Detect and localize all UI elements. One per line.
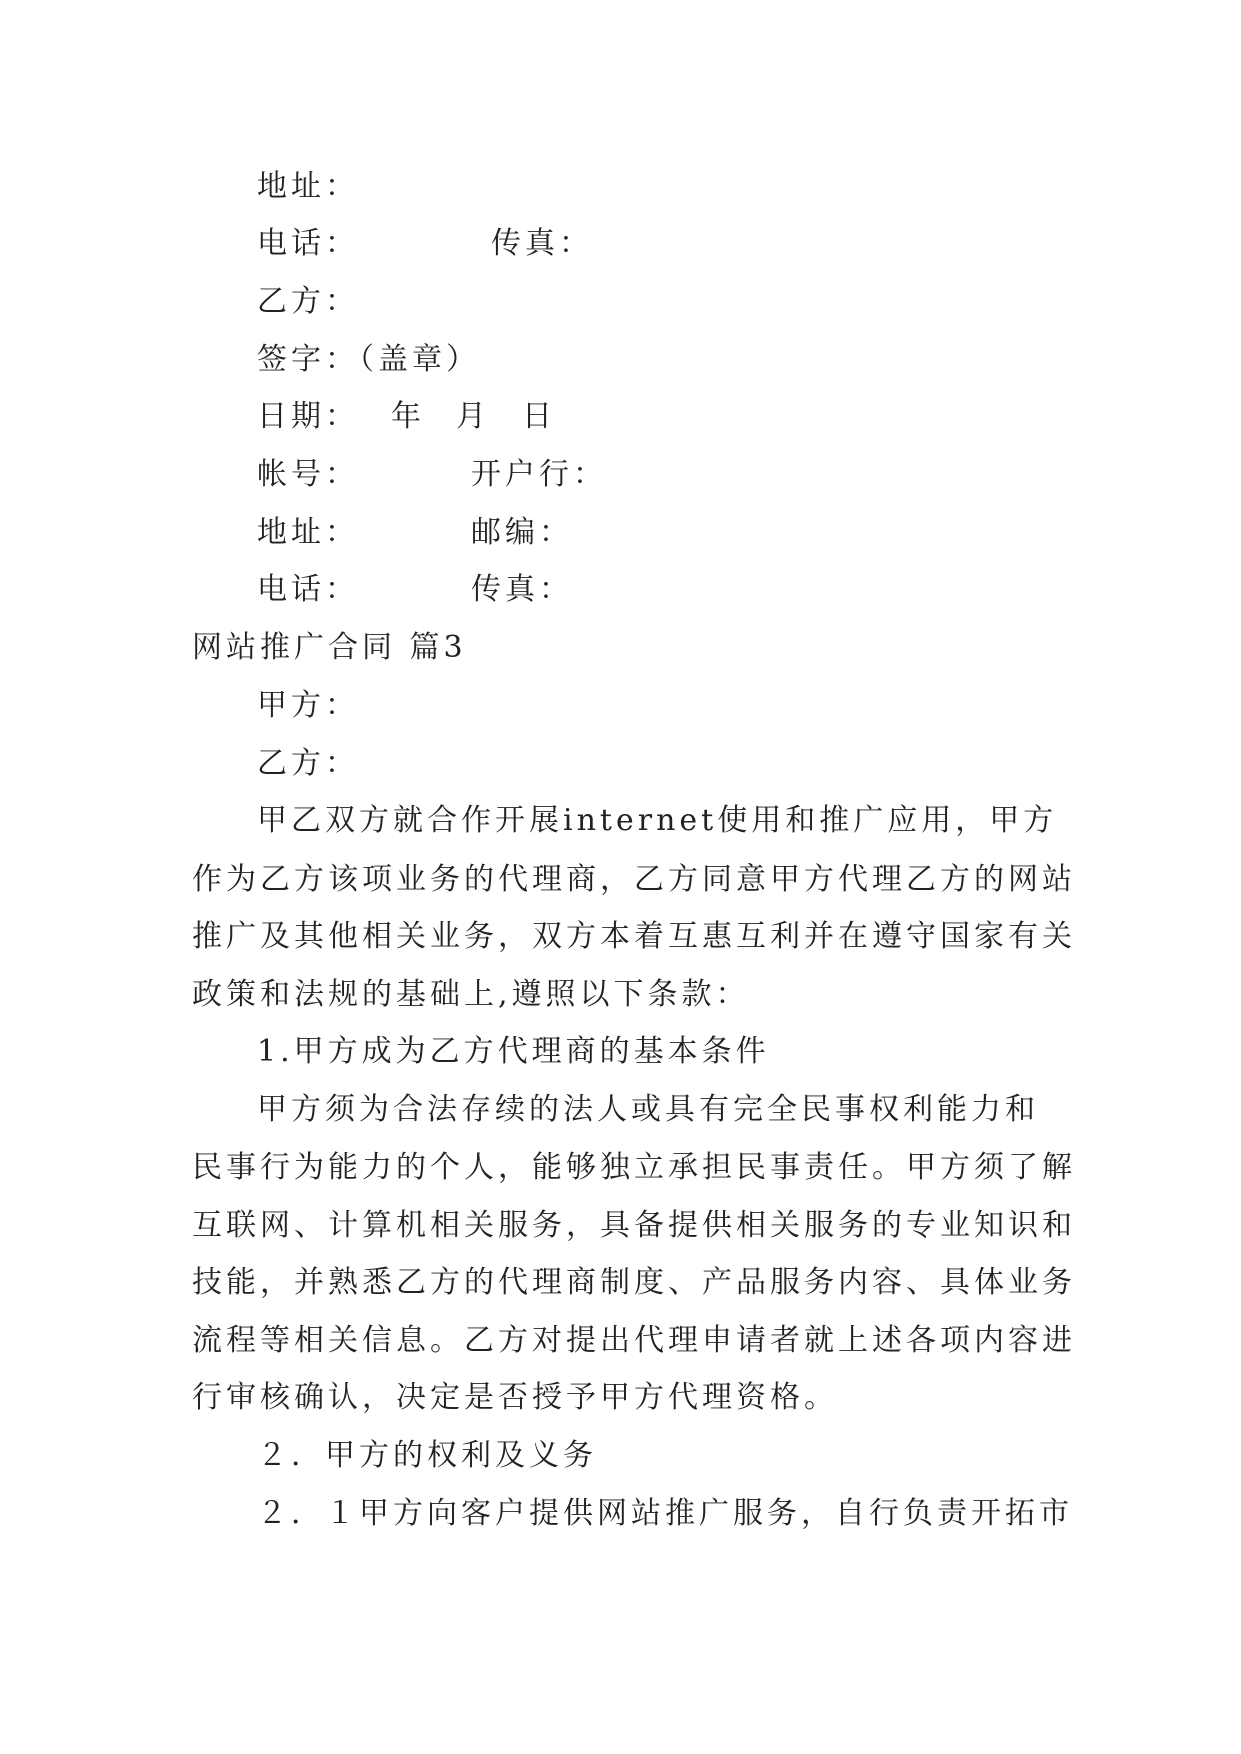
fax-line-2: 传真： [471,572,573,607]
para2-line-2: 民事行为能力的个人，能够独立承担民事责任。甲方须了解 [192,1150,1076,1185]
address-line-2: 地址： [257,515,359,550]
para1-line-3: 推广及其他相关业务，双方本着互惠互利并在遵守国家有关 [192,919,1076,954]
party-b-line-1: 乙方： [257,284,359,319]
party-a-label: 甲方： [257,688,359,723]
para2-line-3: 互联网、计算机相关服务，具备提供相关服务的专业知识和 [192,1208,1076,1243]
para2-line-1: 甲方须为合法存续的法人或具有完全民事权利能力和 [257,1092,1039,1127]
para1-line-4: 政策和法规的基础上,遵照以下条款： [192,977,750,1012]
para1-line-1: 甲乙双方就合作开展internet使用和推广应用，甲方 [257,803,1058,838]
para2-line-6: 行审核确认，决定是否授予甲方代理资格。 [192,1380,838,1415]
phone-line-1: 电话： [257,226,359,261]
signature-line: 签字：（盖章） [257,342,480,377]
item1-title: 1.甲方成为乙方代理商的基本条件 [257,1034,770,1069]
fax-line-1: 传真： [491,226,593,261]
postcode-line: 邮编： [471,515,573,550]
para2-line-4: 技能，并熟悉乙方的代理商制度、产品服务内容、具体业务 [192,1265,1076,1300]
date-year: 年 [391,399,425,434]
date-month: 月 [456,399,490,434]
date-day: 日 [522,399,556,434]
party-b-label: 乙方： [257,746,359,781]
phone-line-2: 电话： [257,572,359,607]
address-line-1: 地址： [257,169,359,204]
item2-title: ２．甲方的权利及义务 [257,1438,597,1473]
para1-line-2: 作为乙方该项业务的代理商，乙方同意甲方代理乙方的网站 [192,862,1076,897]
bank-line: 开户行： [471,457,607,492]
para2-line-5: 流程等相关信息。乙方对提出代理申请者就上述各项内容进 [192,1323,1076,1358]
date-label: 日期： [257,399,359,434]
account-line: 帐号： [257,457,359,492]
item2-1-line: ２．１甲方向客户提供网站推广服务，自行负责开拓市 [257,1496,1073,1531]
section-heading: 网站推广合同 篇3 [192,630,467,665]
